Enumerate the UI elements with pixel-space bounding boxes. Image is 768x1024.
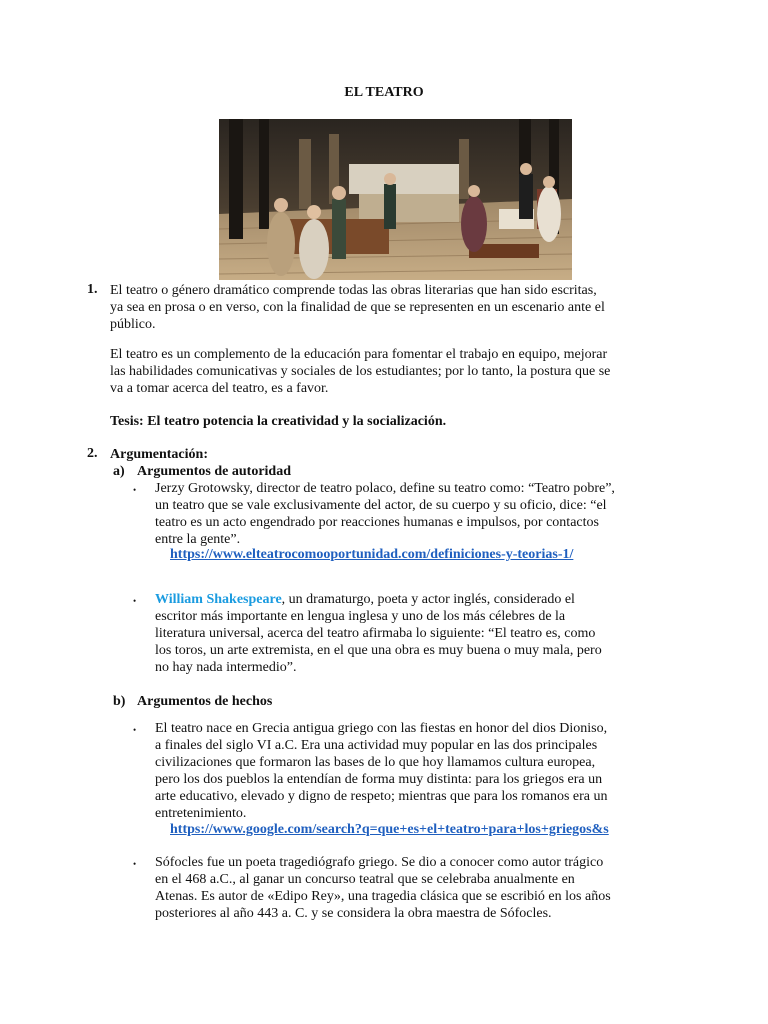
grotowsky-quote — [155, 480, 667, 548]
text-line: va a tomar acerca del teatro, es a favor. — [110, 381, 329, 396]
text-line: El teatro nace en Grecia antigua griego con las fiestas en honor del dios Dioniso, — [155, 721, 608, 736]
text-line: teatro es un acto engendrado por reacciones humanas e impulsos, por contactos — [155, 515, 599, 530]
text-line: Sófocles fue un poeta tragediógrafo griego. Se dio a conocer como autor trágico — [155, 855, 604, 870]
text-line: en el 468 a.C., al ganar un concurso teatral que se celebraba anualmente en — [155, 872, 575, 887]
text-line: las habilidades comunicativas y sociales de los estudiantes; por lo tanto, la postura que se — [110, 364, 611, 379]
text-line: no hay nada intermedio”. — [155, 660, 297, 675]
section-1-intro — [110, 282, 670, 333]
subsection-a-marker: a) — [113, 464, 125, 479]
text-line: escritor más importante en lengua inglesa y uno de los más célebres de la — [155, 609, 566, 624]
bullet-icon: • — [133, 485, 137, 495]
shakespeare-name: William Shakespeare — [155, 592, 282, 607]
text-line: posteriores al año 443 a. C. y se considera la obra maestra de Sófocles. — [155, 906, 552, 921]
stage-image-icon — [219, 119, 572, 280]
text-line: entre la gente”. — [155, 532, 241, 547]
text-line — [155, 591, 658, 608]
section-2-heading: Argumentación: — [110, 447, 208, 462]
text-line: a finales del siglo VI a.C. Era una actividad muy popular en las dos principales — [155, 738, 598, 753]
thesis: Tesis: El teatro potencia la creatividad y la socialización. — [110, 414, 447, 429]
bullet-icon: • — [133, 725, 137, 735]
grecia-paragraph — [155, 720, 675, 822]
section-1-number: 1. — [87, 282, 98, 297]
text-line: civilizaciones que formaron las bases de lo que hoy llamamos cultura europea, — [155, 755, 596, 770]
text-line: arte educativo, elevado y digno de respeto; mientras que para los romanos era un — [155, 789, 608, 804]
bullet-icon: • — [133, 596, 137, 606]
text-line: público. — [110, 317, 156, 332]
text-line: un teatro que se vale exclusivamente del actor, de su cuerpo y su oficio, dice: “el — [155, 498, 607, 513]
bullet-icon: • — [133, 859, 137, 869]
source-link-grotowsky[interactable]: https://www.elteatrocomooportunidad.com/definiciones-y-teorias-1/ — [170, 547, 574, 562]
text-line: entretenimiento. — [155, 806, 247, 821]
subsection-b-heading: Argumentos de hechos — [137, 694, 273, 709]
text-fragment: , un dramaturgo, poeta y actor inglés, considerado el — [281, 592, 575, 607]
section-2-number: 2. — [87, 446, 98, 461]
subsection-b-marker: b) — [113, 694, 126, 709]
text-line: El teatro o género dramático comprende todas las obras literarias que han sido escritas, — [110, 283, 597, 298]
source-link-grecia[interactable]: https://www.google.com/search?q=que+es+el+teatro+para+los+griegos&s — [170, 822, 609, 837]
text-line: ya sea en prosa o en verso, con la finalidad de que se representen en un escenario ante el — [110, 300, 605, 315]
text-line: pero los dos pueblos la entendían de forma muy distinta: para los griegos era un — [155, 772, 603, 787]
theatre-stage-photo — [219, 119, 572, 280]
text-line: los toros, un arte extremista, en el que una obra es muy buena o muy mala, pero — [155, 643, 602, 658]
section-1-paragraph — [110, 346, 670, 397]
subsection-a-heading: Argumentos de autoridad — [137, 464, 292, 479]
text-line: Atenas. Es autor de «Edipo Rey», una tragedia clásica que se escribió en los años — [155, 889, 611, 904]
page-title: EL TEATRO — [344, 85, 424, 100]
text-line: literatura universal, acerca del teatro afirmaba lo siguiente: “El teatro es, como — [155, 626, 596, 641]
text-line: El teatro es un complemento de la educación para fomentar el trabajo en equipo, mejorar — [110, 347, 608, 362]
shakespeare-quote — [155, 591, 658, 676]
sofocles-paragraph — [155, 854, 667, 922]
text-line: Jerzy Grotowsky, director de teatro polaco, define su teatro como: “Teatro pobre”, — [155, 481, 615, 496]
